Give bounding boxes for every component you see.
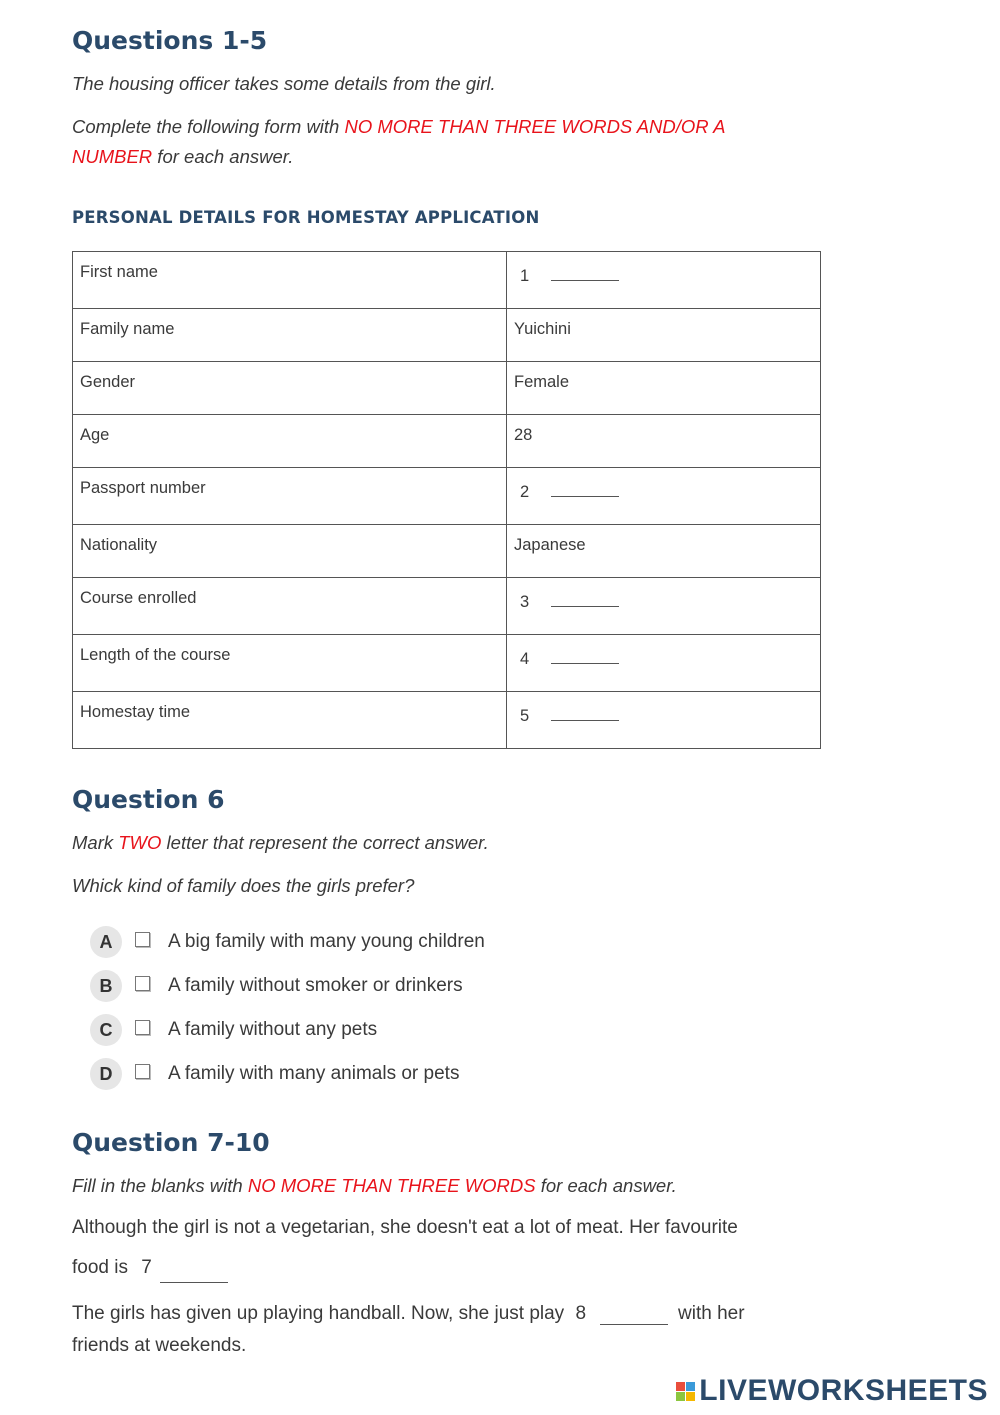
option-a[interactable]: [90, 926, 485, 958]
answer-blank-5[interactable]: [514, 692, 619, 726]
instructions-highlight-2: NUMBER: [72, 146, 153, 167]
table-row: [73, 525, 821, 578]
blank-number: 3: [520, 593, 530, 611]
paragraph-7: [72, 1213, 832, 1243]
row-label: Family name: [80, 320, 175, 338]
option-text: A family without smoker or drinkers: [168, 975, 463, 996]
section-title-1-5: Questions 1-5: [72, 26, 268, 55]
row-value: 28: [514, 426, 533, 444]
instructions-6: [72, 828, 489, 858]
row-label: Passport number: [80, 479, 206, 497]
option-text: A family without any pets: [168, 1019, 378, 1040]
blank-number: 8: [575, 1303, 587, 1324]
instructions-text: Fill in the blanks with: [72, 1175, 248, 1196]
row-label: Course enrolled: [80, 589, 197, 607]
paragraph-text: The girls has given up playing handball. Now, she just play: [72, 1303, 565, 1324]
logo-square: [676, 1382, 685, 1391]
option-text: A big family with many young children: [168, 931, 485, 952]
option-checkbox[interactable]: [135, 976, 150, 991]
logo-text: LIVEWORKSHEETS: [699, 1374, 988, 1407]
row-label: First name: [80, 263, 158, 281]
instructions-tail: letter that represent the correct answer.: [161, 832, 489, 853]
paragraph-text: food is: [72, 1257, 128, 1278]
answer-blank-4[interactable]: [514, 635, 619, 669]
instructions-1-5: [72, 112, 812, 172]
personal-details-table: [72, 251, 821, 749]
table-row: [73, 309, 821, 362]
option-d[interactable]: [90, 1058, 459, 1090]
paragraph-8-line-2: friends at weekends.: [72, 1335, 247, 1356]
blank-line[interactable]: [551, 266, 619, 281]
paragraph-7-line-2: [72, 1253, 236, 1283]
table-row: [73, 635, 821, 692]
option-letter: A: [90, 926, 122, 958]
table-row: [73, 362, 821, 415]
instructions-tail: for each answer.: [152, 146, 294, 167]
row-label: Gender: [80, 373, 136, 391]
option-checkbox[interactable]: [135, 1020, 150, 1035]
blank-line[interactable]: [551, 592, 619, 607]
logo-mark-icon: [676, 1382, 695, 1401]
row-value: Japanese: [514, 536, 586, 554]
option-letter: C: [90, 1014, 122, 1046]
answer-blank-8[interactable]: [600, 1308, 668, 1325]
blank-line[interactable]: [551, 649, 619, 664]
instructions-text: Mark: [72, 832, 119, 853]
section-title-6: Question 6: [72, 785, 225, 814]
paragraph-text: with her: [678, 1303, 745, 1324]
intro-text: The housing officer takes some details from the girl.: [72, 73, 496, 94]
table-row: [73, 415, 821, 468]
row-label: Nationality: [80, 536, 158, 554]
table-row: [73, 252, 821, 309]
section-title-7-10: Question 7-10: [72, 1128, 270, 1157]
option-b[interactable]: [90, 970, 463, 1002]
blank-number: 2: [520, 483, 530, 501]
answer-blank-1[interactable]: [514, 252, 619, 286]
blank-number: 4: [520, 650, 530, 668]
logo-square: [676, 1392, 685, 1401]
blank-line[interactable]: [551, 482, 619, 497]
instructions-text: Complete the following form with: [72, 116, 345, 137]
logo-square: [686, 1392, 695, 1401]
table-row: [73, 468, 821, 525]
row-label: Length of the course: [80, 646, 231, 664]
row-value: Female: [514, 373, 570, 391]
instructions-7-10: [72, 1171, 677, 1201]
blank-number: 5: [520, 707, 530, 725]
table-row: [73, 578, 821, 635]
option-letter: D: [90, 1058, 122, 1090]
instructions-highlight: NO MORE THAN THREE WORDS AND/OR A: [344, 116, 726, 137]
logo-square: [686, 1382, 695, 1391]
row-label: Age: [80, 426, 110, 444]
question-6-text: Whick kind of family does the girls prefer?: [72, 875, 415, 896]
option-letter: B: [90, 970, 122, 1002]
option-checkbox[interactable]: [135, 1064, 150, 1079]
instructions-highlight: TWO: [118, 832, 162, 853]
row-value: Yuichini: [514, 320, 571, 338]
blank-number: 1: [520, 267, 530, 285]
table-row: [73, 692, 821, 749]
liveworksheets-logo[interactable]: [676, 1374, 988, 1408]
option-text: A family with many animals or pets: [168, 1063, 460, 1084]
paragraph-text: Although the girl is not a vegetarian, she doesn't eat a lot of meat. Her favourite: [72, 1217, 738, 1238]
option-c[interactable]: [90, 1014, 377, 1046]
paragraph-8: [72, 1299, 745, 1329]
answer-blank-3[interactable]: [514, 578, 619, 612]
answer-blank-7[interactable]: [160, 1266, 228, 1283]
blank-number: 7: [141, 1257, 152, 1278]
blank-line[interactable]: [551, 706, 619, 721]
instructions-tail: for each answer.: [535, 1175, 677, 1196]
answer-blank-2[interactable]: [514, 468, 619, 502]
form-title: PERSONAL DETAILS FOR HOMESTAY APPLICATION: [72, 208, 540, 227]
instructions-highlight: NO MORE THAN THREE WORDS: [247, 1175, 536, 1196]
row-label: Homestay time: [80, 703, 191, 721]
option-checkbox[interactable]: [135, 932, 150, 947]
